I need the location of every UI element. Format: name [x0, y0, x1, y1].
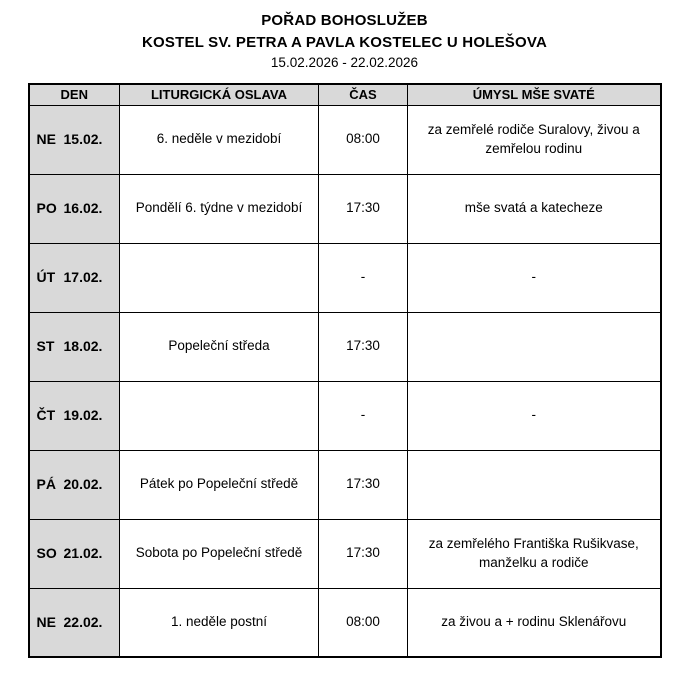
table-row — [29, 450, 661, 519]
celebration-cell — [120, 243, 319, 312]
day-cell — [29, 174, 120, 243]
schedule-table — [28, 83, 662, 658]
celebration-cell: Sobota po Popeleční středě — [120, 519, 319, 588]
day-cell — [29, 312, 120, 381]
day-cell — [29, 243, 120, 312]
col-header-den: DEN — [29, 84, 120, 105]
intention-cell — [408, 450, 661, 519]
day-abbr: ČT — [36, 407, 56, 424]
intention-cell: - — [408, 381, 661, 450]
day-date: 15.02. — [63, 131, 103, 148]
time-cell: - — [319, 243, 408, 312]
time-cell: - — [319, 381, 408, 450]
day-abbr: ÚT — [36, 269, 56, 286]
col-header-umysl-mse-svate: ÚMYSL MŠE SVATÉ — [408, 84, 661, 105]
intention-cell: za zemřelého Františka Rušikvase, manželku a rodiče — [408, 519, 661, 588]
table-row — [29, 312, 661, 381]
celebration-cell: Pondělí 6. týdne v mezidobí — [120, 174, 319, 243]
time-cell: 17:30 — [319, 312, 408, 381]
intention-cell — [408, 312, 661, 381]
day-date: 16.02. — [63, 200, 103, 217]
day-date: 22.02. — [63, 613, 103, 630]
intention-cell: za zemřelé rodiče Suralovy, živou a zemřelou rodinu — [408, 105, 661, 174]
time-cell: 17:30 — [319, 450, 408, 519]
celebration-cell: Pátek po Popeleční středě — [120, 450, 319, 519]
col-header-liturgicka-oslava: LITURGICKÁ OSLAVA — [120, 84, 319, 105]
intention-cell: za živou a + rodinu Sklenářovu — [408, 588, 661, 657]
celebration-cell: 6. neděle v mezidobí — [120, 105, 319, 174]
day-cell — [29, 519, 120, 588]
day-date: 19.02. — [63, 407, 103, 424]
schedule-table-header — [29, 84, 661, 105]
col-header-cas: ČAS — [319, 84, 408, 105]
page-title: POŘAD BOHOSLUŽEB — [261, 12, 428, 29]
time-cell: 17:30 — [319, 174, 408, 243]
day-abbr: NE — [36, 131, 56, 148]
day-abbr: PÁ — [36, 476, 56, 493]
table-row — [29, 381, 661, 450]
day-abbr: PO — [36, 200, 57, 217]
intention-cell: mše svatá a katecheze — [408, 174, 661, 243]
day-abbr: NE — [36, 613, 56, 630]
day-abbr: ST — [36, 338, 55, 355]
header-row — [29, 84, 661, 105]
celebration-cell: Popeleční středa — [120, 312, 319, 381]
time-cell: 08:00 — [319, 105, 408, 174]
schedule-table-body — [29, 105, 661, 657]
celebration-cell: 1. neděle postní — [120, 588, 319, 657]
intention-cell: - — [408, 243, 661, 312]
time-cell: 08:00 — [319, 588, 408, 657]
time-cell: 17:30 — [319, 519, 408, 588]
day-cell — [29, 105, 120, 174]
celebration-cell — [120, 381, 319, 450]
day-cell — [29, 588, 120, 657]
table-row — [29, 588, 661, 657]
day-cell — [29, 450, 120, 519]
table-row — [29, 243, 661, 312]
title-block — [0, 12, 689, 70]
day-date: 18.02. — [63, 338, 103, 355]
day-abbr: SO — [36, 545, 57, 562]
day-date: 21.02. — [63, 545, 103, 562]
table-row — [29, 174, 661, 243]
day-cell — [29, 381, 120, 450]
day-date: 20.02. — [63, 476, 103, 493]
table-row — [29, 105, 661, 174]
day-date: 17.02. — [63, 269, 103, 286]
date-range: 15.02.2026 - 22.02.2026 — [270, 55, 419, 70]
table-row — [29, 519, 661, 588]
church-name: KOSTEL SV. PETRA A PAVLA KOSTELEC U HOLEŠOVA — [142, 34, 547, 51]
